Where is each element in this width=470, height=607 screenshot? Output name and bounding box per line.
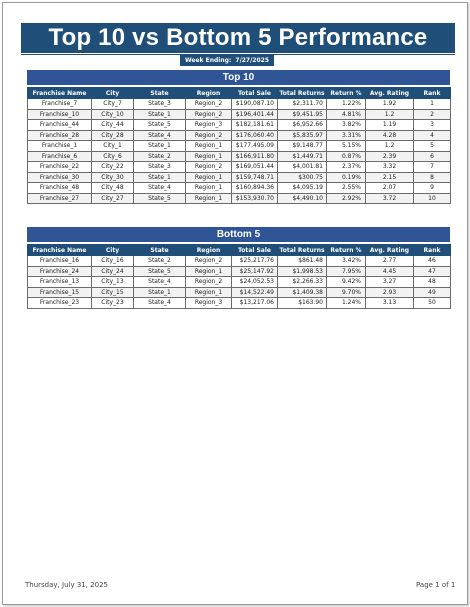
table-row <box>28 277 451 288</box>
cell-avg-rating: 3.72 <box>366 193 414 204</box>
cell-region: Region_1 <box>186 151 232 162</box>
cell-state: State_2 <box>134 151 186 162</box>
cell-total-returns: $4,095.19 <box>278 183 327 194</box>
cell-franchise-name: Franchise_13 <box>28 277 92 288</box>
cell-region: Region_3 <box>186 298 232 309</box>
cell-total-returns: $300.75 <box>278 172 327 183</box>
column-header-return-pct: Return % <box>327 245 366 256</box>
table-row <box>28 266 451 277</box>
cell-return-pct: 0.19% <box>327 172 366 183</box>
cell-franchise-name: Franchise_24 <box>28 266 92 277</box>
cell-rank: 46 <box>414 256 451 267</box>
cell-rank: 6 <box>414 151 451 162</box>
cell-region: Region_2 <box>186 99 232 110</box>
cell-total-sale: $177,495.09 <box>232 141 278 152</box>
cell-total-sale: $159,748.71 <box>232 172 278 183</box>
cell-franchise-name: Franchise_27 <box>28 193 92 204</box>
cell-return-pct: 1.24% <box>327 298 366 309</box>
cell-avg-rating: 1.92 <box>366 99 414 110</box>
cell-city: City_23 <box>92 298 134 309</box>
cell-avg-rating: 4.45 <box>366 266 414 277</box>
table-row <box>28 287 451 298</box>
cell-city: City_30 <box>92 172 134 183</box>
cell-state: State_4 <box>134 183 186 194</box>
cell-state: State_5 <box>134 120 186 131</box>
cell-franchise-name: Franchise_1 <box>28 141 92 152</box>
bottom-5-section-header: Bottom 5 <box>27 227 450 242</box>
cell-return-pct: 0.87% <box>327 151 366 162</box>
cell-avg-rating: 2.39 <box>366 151 414 162</box>
column-header-total-returns: Total Returns <box>279 246 325 254</box>
week-ending-banner <box>180 55 274 66</box>
cell-return-pct: 3.31% <box>327 130 366 141</box>
cell-avg-rating: 3.27 <box>366 277 414 288</box>
cell-franchise-name: Franchise_30 <box>28 172 92 183</box>
cell-avg-rating: 1.2 <box>366 109 414 120</box>
top-10-section-header: Top 10 <box>27 70 450 85</box>
cell-city: City_6 <box>92 151 134 162</box>
column-header-total-sale: Total Sale <box>232 88 278 99</box>
cell-total-sale: $24,052.53 <box>232 277 278 288</box>
cell-region: Region_2 <box>186 109 232 120</box>
cell-total-sale: $182,181.61 <box>232 120 278 131</box>
cell-return-pct: 5.15% <box>327 141 366 152</box>
table-row <box>28 130 451 141</box>
table-row <box>28 99 451 110</box>
cell-avg-rating: 3.32 <box>366 162 414 173</box>
cell-city: City_15 <box>92 287 134 298</box>
table-row <box>28 193 451 204</box>
cell-rank: 4 <box>414 130 451 141</box>
cell-region: Region_2 <box>186 162 232 173</box>
cell-total-sale: $160,894.36 <box>232 183 278 194</box>
footer-page-number: Page 1 of 1 <box>416 581 456 589</box>
cell-total-returns: $9,451.95 <box>278 109 327 120</box>
table-row <box>28 183 451 194</box>
column-header-region: Region <box>186 88 232 99</box>
cell-city: City_10 <box>92 109 134 120</box>
column-header-avg-rating: Avg. Rating <box>366 245 414 256</box>
cell-return-pct: 9.42% <box>327 277 366 288</box>
cell-region: Region_1 <box>186 183 232 194</box>
cell-city: City_44 <box>92 120 134 131</box>
column-header-region: Region <box>186 245 232 256</box>
cell-total-sale: $14,522.49 <box>232 287 278 298</box>
cell-total-returns: $2,266.33 <box>278 277 327 288</box>
cell-state: State_1 <box>134 172 186 183</box>
cell-avg-rating: 2.15 <box>366 172 414 183</box>
cell-franchise-name: Franchise_7 <box>28 99 92 110</box>
cell-return-pct: 2.37% <box>327 162 366 173</box>
cell-franchise-name: Franchise_16 <box>28 256 92 267</box>
cell-city: City_28 <box>92 130 134 141</box>
column-header-return-pct: Return % <box>327 88 366 99</box>
cell-state: State_1 <box>134 287 186 298</box>
column-header-total-returns: Total Returns <box>279 89 325 97</box>
cell-rank: 48 <box>414 277 451 288</box>
table-row <box>28 256 451 267</box>
cell-return-pct: 7.95% <box>327 266 366 277</box>
cell-avg-rating: 4.28 <box>366 130 414 141</box>
cell-city: City_13 <box>92 277 134 288</box>
cell-state: State_5 <box>134 193 186 204</box>
cell-city: City_16 <box>92 256 134 267</box>
cell-total-sale: $25,217.76 <box>232 256 278 267</box>
cell-rank: 1 <box>414 99 451 110</box>
cell-total-returns: $1,449.71 <box>278 151 327 162</box>
cell-avg-rating: 1.19 <box>366 120 414 131</box>
cell-city: City_48 <box>92 183 134 194</box>
cell-region: Region_2 <box>186 130 232 141</box>
table-header-row <box>28 245 451 256</box>
table-row <box>28 141 451 152</box>
cell-total-sale: $25,147.92 <box>232 266 278 277</box>
cell-city: City_7 <box>92 99 134 110</box>
cell-state: State_3 <box>134 99 186 110</box>
column-header-state: State <box>134 245 186 256</box>
cell-rank: 5 <box>414 141 451 152</box>
cell-total-sale: $196,401.44 <box>232 109 278 120</box>
cell-total-returns: $1,409.38 <box>278 287 327 298</box>
cell-total-sale: $190,087.10 <box>232 99 278 110</box>
cell-return-pct: 3.82% <box>327 120 366 131</box>
column-header-total-sale: Total Sale <box>232 245 278 256</box>
cell-franchise-name: Franchise_28 <box>28 130 92 141</box>
cell-avg-rating: 1.2 <box>366 141 414 152</box>
cell-total-sale: $153,930.70 <box>232 193 278 204</box>
cell-region: Region_1 <box>186 141 232 152</box>
cell-city: City_27 <box>92 193 134 204</box>
cell-franchise-name: Franchise_48 <box>28 183 92 194</box>
cell-franchise-name: Franchise_44 <box>28 120 92 131</box>
cell-rank: 8 <box>414 172 451 183</box>
column-header-rank: Rank <box>414 245 451 256</box>
cell-city: City_24 <box>92 266 134 277</box>
cell-avg-rating: 2.77 <box>366 256 414 267</box>
cell-total-returns: $1,998.53 <box>278 266 327 277</box>
column-header-city: City <box>92 88 134 99</box>
cell-franchise-name: Franchise_15 <box>28 287 92 298</box>
cell-return-pct: 9.70% <box>327 287 366 298</box>
column-header-city: City <box>92 245 134 256</box>
cell-avg-rating: 2.07 <box>366 183 414 194</box>
cell-avg-rating: 2.93 <box>366 287 414 298</box>
cell-total-sale: $169,051.44 <box>232 162 278 173</box>
cell-region: Region_1 <box>186 193 232 204</box>
cell-total-returns: $9,148.77 <box>278 141 327 152</box>
cell-total-returns: $5,835.97 <box>278 130 327 141</box>
cell-return-pct: 1.22% <box>327 99 366 110</box>
cell-franchise-name: Franchise_10 <box>28 109 92 120</box>
cell-franchise-name: Franchise_23 <box>28 298 92 309</box>
cell-state: State_4 <box>134 130 186 141</box>
cell-avg-rating: 3.13 <box>366 298 414 309</box>
cell-total-sale: $166,911.80 <box>232 151 278 162</box>
column-header-rank: Rank <box>414 88 451 99</box>
week-ending-label: Week Ending: <box>184 57 232 64</box>
column-header-franchise-name: Franchise Name <box>28 245 92 256</box>
cell-region: Region_1 <box>186 266 232 277</box>
cell-rank: 3 <box>414 120 451 131</box>
cell-total-sale: $13,217.06 <box>232 298 278 309</box>
cell-rank: 49 <box>414 287 451 298</box>
cell-region: Region_1 <box>186 172 232 183</box>
table-row <box>28 172 451 183</box>
cell-state: State_1 <box>134 109 186 120</box>
cell-state: State_4 <box>134 298 186 309</box>
cell-city: City_1 <box>92 141 134 152</box>
cell-total-returns: $861.48 <box>278 256 327 267</box>
bottom-5-table <box>27 244 451 309</box>
cell-total-returns: $4,490.10 <box>278 193 327 204</box>
table-row <box>28 162 451 173</box>
column-header-avg-rating: Avg. Rating <box>366 88 414 99</box>
cell-rank: 10 <box>414 193 451 204</box>
table-row <box>28 109 451 120</box>
cell-franchise-name: Franchise_6 <box>28 151 92 162</box>
cell-return-pct: 3.42% <box>327 256 366 267</box>
cell-region: Region_2 <box>186 277 232 288</box>
cell-region: Region_2 <box>186 256 232 267</box>
cell-region: Region_3 <box>186 120 232 131</box>
cell-state: State_3 <box>134 162 186 173</box>
cell-state: State_5 <box>134 266 186 277</box>
cell-state: State_2 <box>134 256 186 267</box>
table-row <box>28 298 451 309</box>
cell-franchise-name: Franchise_22 <box>28 162 92 173</box>
table-header-row <box>28 88 451 99</box>
cell-state: State_1 <box>134 141 186 152</box>
cell-rank: 9 <box>414 183 451 194</box>
cell-total-returns: $6,952.66 <box>278 120 327 131</box>
cell-total-returns: $4,001.81 <box>278 162 327 173</box>
column-header-franchise-name: Franchise Name <box>28 88 92 99</box>
cell-total-returns: $2,311.70 <box>278 99 327 110</box>
table-row <box>28 151 451 162</box>
report-title: Top 10 vs Bottom 5 Performance <box>21 23 455 53</box>
cell-return-pct: 2.92% <box>327 193 366 204</box>
cell-region: Region_1 <box>186 287 232 298</box>
footer-date: Thursday, July 31, 2025 <box>25 581 108 589</box>
report-page <box>2 2 468 605</box>
cell-city: City_22 <box>92 162 134 173</box>
cell-return-pct: 4.81% <box>327 109 366 120</box>
week-ending-value: 7/27/2025 <box>235 57 269 64</box>
cell-state: State_4 <box>134 277 186 288</box>
cell-total-returns: $163.90 <box>278 298 327 309</box>
cell-return-pct: 2.55% <box>327 183 366 194</box>
table-row <box>28 120 451 131</box>
cell-rank: 47 <box>414 266 451 277</box>
cell-rank: 7 <box>414 162 451 173</box>
cell-total-sale: $176,060.40 <box>232 130 278 141</box>
cell-rank: 50 <box>414 298 451 309</box>
top-10-table <box>27 87 451 204</box>
cell-rank: 2 <box>414 109 451 120</box>
column-header-state: State <box>134 88 186 99</box>
